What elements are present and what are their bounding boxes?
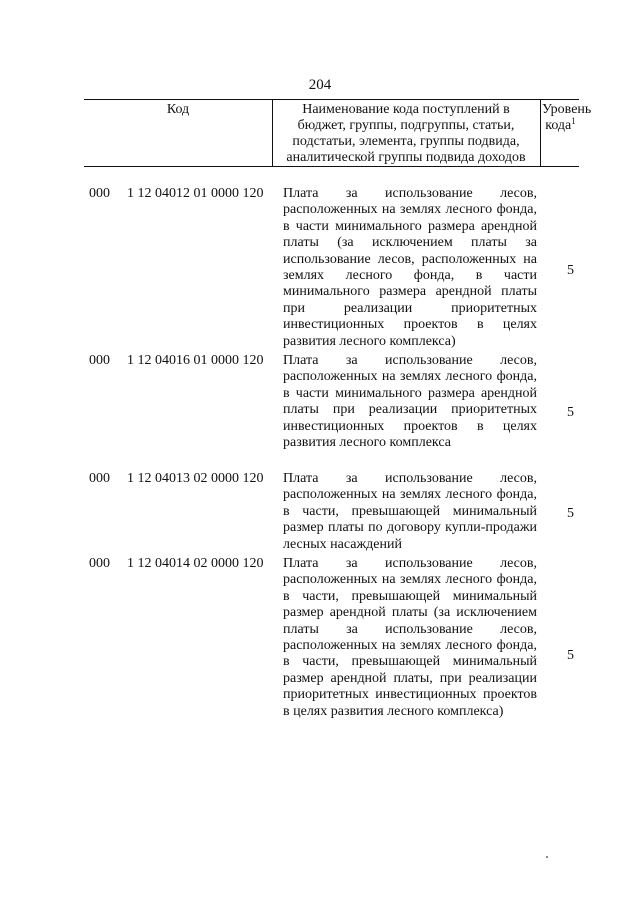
table-header [84, 99, 592, 167]
scan-speck [546, 856, 548, 858]
header-divider [272, 100, 273, 166]
row-description: Плата за использование лесов, расположенных на землях лесного фонда, в части минимального размера арендной платы при реализации приоритетных инвестиционных проектов в целях развития лесного комплекса [283, 353, 537, 451]
row-code: 1 12 04016 01 0000 120 [127, 353, 264, 368]
page-number: 204 [308, 77, 332, 93]
header-code: Код [166, 102, 190, 117]
header-name-line: бюджет, группы, подгруппы, статьи, [297, 118, 515, 133]
header-level [542, 102, 592, 134]
header-name-line: Наименование кода поступлений в [302, 102, 510, 117]
header-name [274, 102, 538, 166]
row-description: Плата за использование лесов, расположенных на землях лесного фонда, в части минимального размера арендной платы (за исключением платы за использование лесов, расположенных на землях лесного фонда, в части минимального размера арендной платы при реализации приоритетных инвестиционных проектов в целях развития лесного комплекса) [283, 186, 537, 349]
header-divider [540, 100, 541, 166]
row-description: Плата за использование лесов, расположенных на землях лесного фонда, в части, превышающей минимальный размер платы по договору купли-продажи лесных насаждений [283, 471, 537, 552]
header-name-line: аналитической группы подвида доходов [286, 150, 526, 165]
header-level-line [542, 118, 579, 134]
row-prefix: 000 [89, 471, 110, 486]
row-code: 1 12 04014 02 0000 120 [127, 556, 264, 571]
row-code: 1 12 04013 02 0000 120 [127, 471, 264, 486]
row-level: 5 [567, 648, 574, 663]
row-code: 1 12 04012 01 0000 120 [127, 186, 264, 201]
header-name-line: подстатьи, элемента, группы подвида, [292, 134, 520, 149]
row-level: 5 [567, 506, 574, 521]
row-level: 5 [567, 405, 574, 420]
row-description: Плата за использование лесов, расположенных на землях лесного фонда, в части, превышающей минимальный размер арендной платы (за исключением платы за использование лесов, расположенных на землях лесного фонда, в части, превышающей минимальный размер арендной платы, при реализации приоритетных инвестиционных проектов в целях развития лесного комплекса) [283, 556, 537, 719]
row-prefix: 000 [89, 353, 110, 368]
header-level-word: кода [545, 118, 572, 133]
header-level-line: Уровень [542, 102, 592, 117]
row-prefix: 000 [89, 186, 110, 201]
row-prefix: 000 [89, 556, 110, 571]
row-level: 5 [567, 263, 574, 278]
footnote-mark: 1 [571, 116, 576, 126]
